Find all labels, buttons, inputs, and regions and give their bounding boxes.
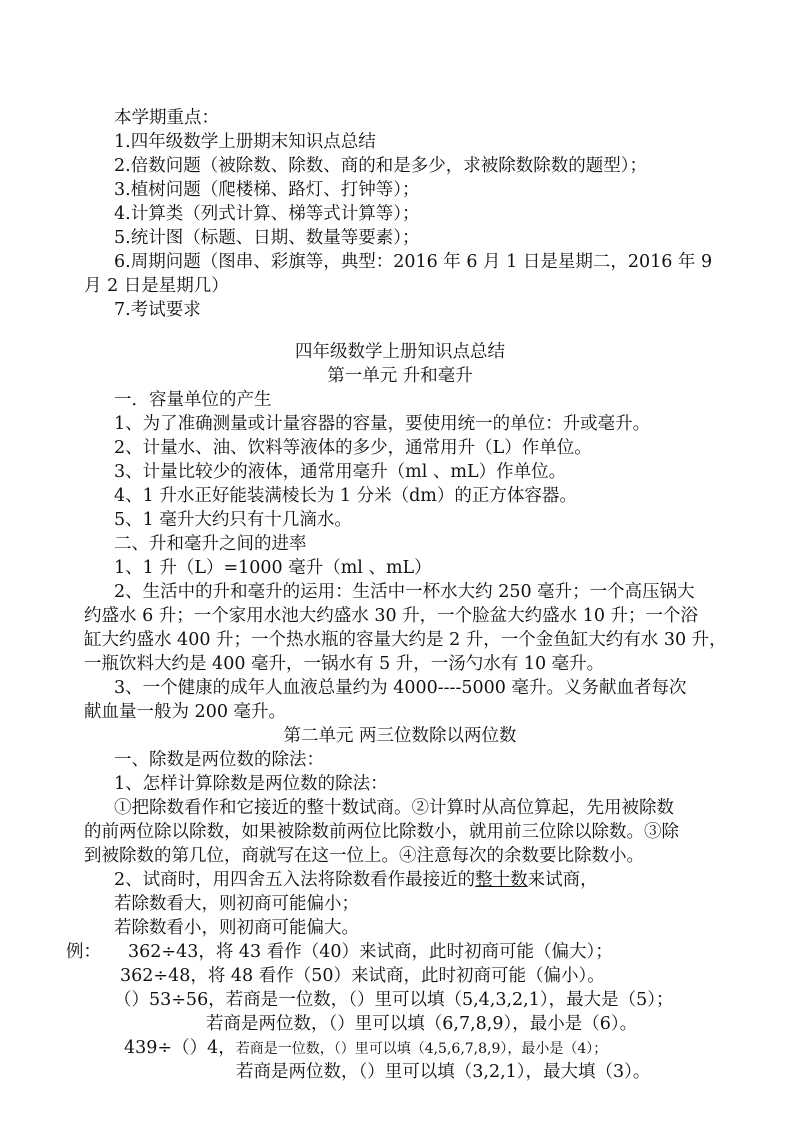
unit2-small-rule: 若除数看小，则初商可能偏大。 <box>114 918 359 938</box>
unit2-question-1: 1、怎样计算除数是两位数的除法： <box>114 774 388 794</box>
trial-text-pre: 2、试商时，用四舍五入法将除数看作最接近的 <box>114 870 476 890</box>
unit1-s2-line-3: 约盛水 6 升；一个家用水池大约盛水 30 升，一个脸盆大约盛水 10 升；一个浴 <box>84 606 699 626</box>
unit2-title: 第二单元 两三位数除以两位数 <box>283 726 517 746</box>
unit2-section1-heading: 一、除数是两位数的除法： <box>114 750 324 770</box>
unit1-s2-line-7: 献血量一般为 200 毫升。 <box>84 702 287 722</box>
unit1-s1-item-4: 4、1 升水正好能装满棱长为 1 分米（dm）的正方体容器。 <box>114 486 577 506</box>
unit1-s2-line-1: 1、1 升（L）=1000 毫升（ml 、mL） <box>114 558 432 578</box>
unit1-section2-heading: 二、升和毫升之间的进率 <box>114 534 307 554</box>
focus-item-5: 5.统计图（标题、日期、数量等要素）； <box>114 228 420 248</box>
focus-item-4: 4.计算类（列式计算、梯等式计算等）； <box>114 204 420 224</box>
unit1-section1-heading: 一．容量单位的产生 <box>114 390 272 410</box>
example-line-3: （）53÷56，若商是一位数，（）里可以填（5,4,3,2,1），最大是（5）； <box>114 990 674 1010</box>
unit1-s1-item-5: 5、1 毫升大约只有十几滴水。 <box>114 510 352 530</box>
focus-item-1: 1.四年级数学上册期末知识点总结 <box>114 132 376 152</box>
unit1-s2-line-4: 缸大约盛水 400 升；一个热水瓶的容量大约是 2 升，一个金鱼缸大约有水 30 升， <box>84 630 727 650</box>
focus-item-2: 2.倍数问题（被除数、除数、商的和是多少，求被除数除数的题型）； <box>114 156 647 176</box>
example-line-6: 若商是两位数，（）里可以填（3,2,1），最大填（3）。 <box>236 1062 651 1082</box>
focus-item-6-cont: 月 2 日是星期几） <box>84 276 229 296</box>
trial-text-post: 来试商， <box>527 870 598 890</box>
unit2-trial-line <box>114 868 598 892</box>
focus-item-6: 6.周期问题（图串、彩旗等，典型：2016 年 6 月 1 日是星期二，2016 年 9 <box>114 252 713 272</box>
example-line-2: 362÷48，将 48 看作（50）来试商，此时初商可能（偏小）。 <box>120 966 605 986</box>
example-line-5 <box>124 1036 607 1061</box>
unit2-method-line-2: 的前两位除以除数，如果被除数前两位比除数小，就用前三位除以除数。③除 <box>84 822 679 842</box>
example-line-1: 362÷43，将 43 看作（40）来试商，此时初商可能（偏大）； <box>128 942 613 962</box>
focus-item-3: 3.植树问题（爬楼梯、路灯、打钟等）； <box>114 180 420 200</box>
focus-item-7: 7.考试要求 <box>114 300 201 320</box>
unit1-s2-line-5: 一瓶饮料大约是 400 毫升，一锅水有 5 升，一汤勺水有 10 毫升。 <box>84 654 605 674</box>
example-label: 例： <box>66 942 101 962</box>
focus-heading: 本学期重点： <box>114 108 219 128</box>
unit2-method-line-1: ①把除数看作和它接近的整十数试商。②计算时从高位算起，先用被除数 <box>114 798 674 818</box>
doc-title: 四年级数学上册知识点总结 <box>295 342 505 362</box>
unit1-s1-item-3: 3、计量比较少的液体，通常用毫升（ml 、mL）作单位。 <box>114 462 567 482</box>
example-5-small: 若商是一位数，（）里可以填（4,5,6,7,8,9），最小是（4）； <box>235 1041 608 1057</box>
unit2-big-rule: 若除数看大，则初商可能偏小； <box>114 894 359 914</box>
unit1-s1-item-2: 2、计量水、油、饮料等液体的多少，通常用升（L）作单位。 <box>114 438 592 458</box>
example-line-4: 若商是两位数，（）里可以填（6,7,8,9），最小是（6）。 <box>206 1014 638 1034</box>
unit1-s2-line-6: 3、一个健康的成年人血液总量约为 4000----5000 毫升。义务献血者每次 <box>114 678 687 698</box>
example-5-pre: 439÷（）4， <box>124 1038 236 1058</box>
unit1-title: 第一单元 升和毫升 <box>327 366 473 386</box>
unit1-s1-item-1: 1、为了准确测量或计量容器的容量，要使用统一的单位：升或毫升。 <box>114 414 651 434</box>
unit1-s2-line-2: 2、生活中的升和毫升的运用：生活中一杯水大约 250 毫升；一个高压锅大 <box>114 582 695 602</box>
trial-text-underlined: 整十数 <box>475 870 528 890</box>
unit2-method-line-3: 到被除数的第几位，商就写在这一位上。④注意每次的余数要比除数小。 <box>84 846 644 866</box>
